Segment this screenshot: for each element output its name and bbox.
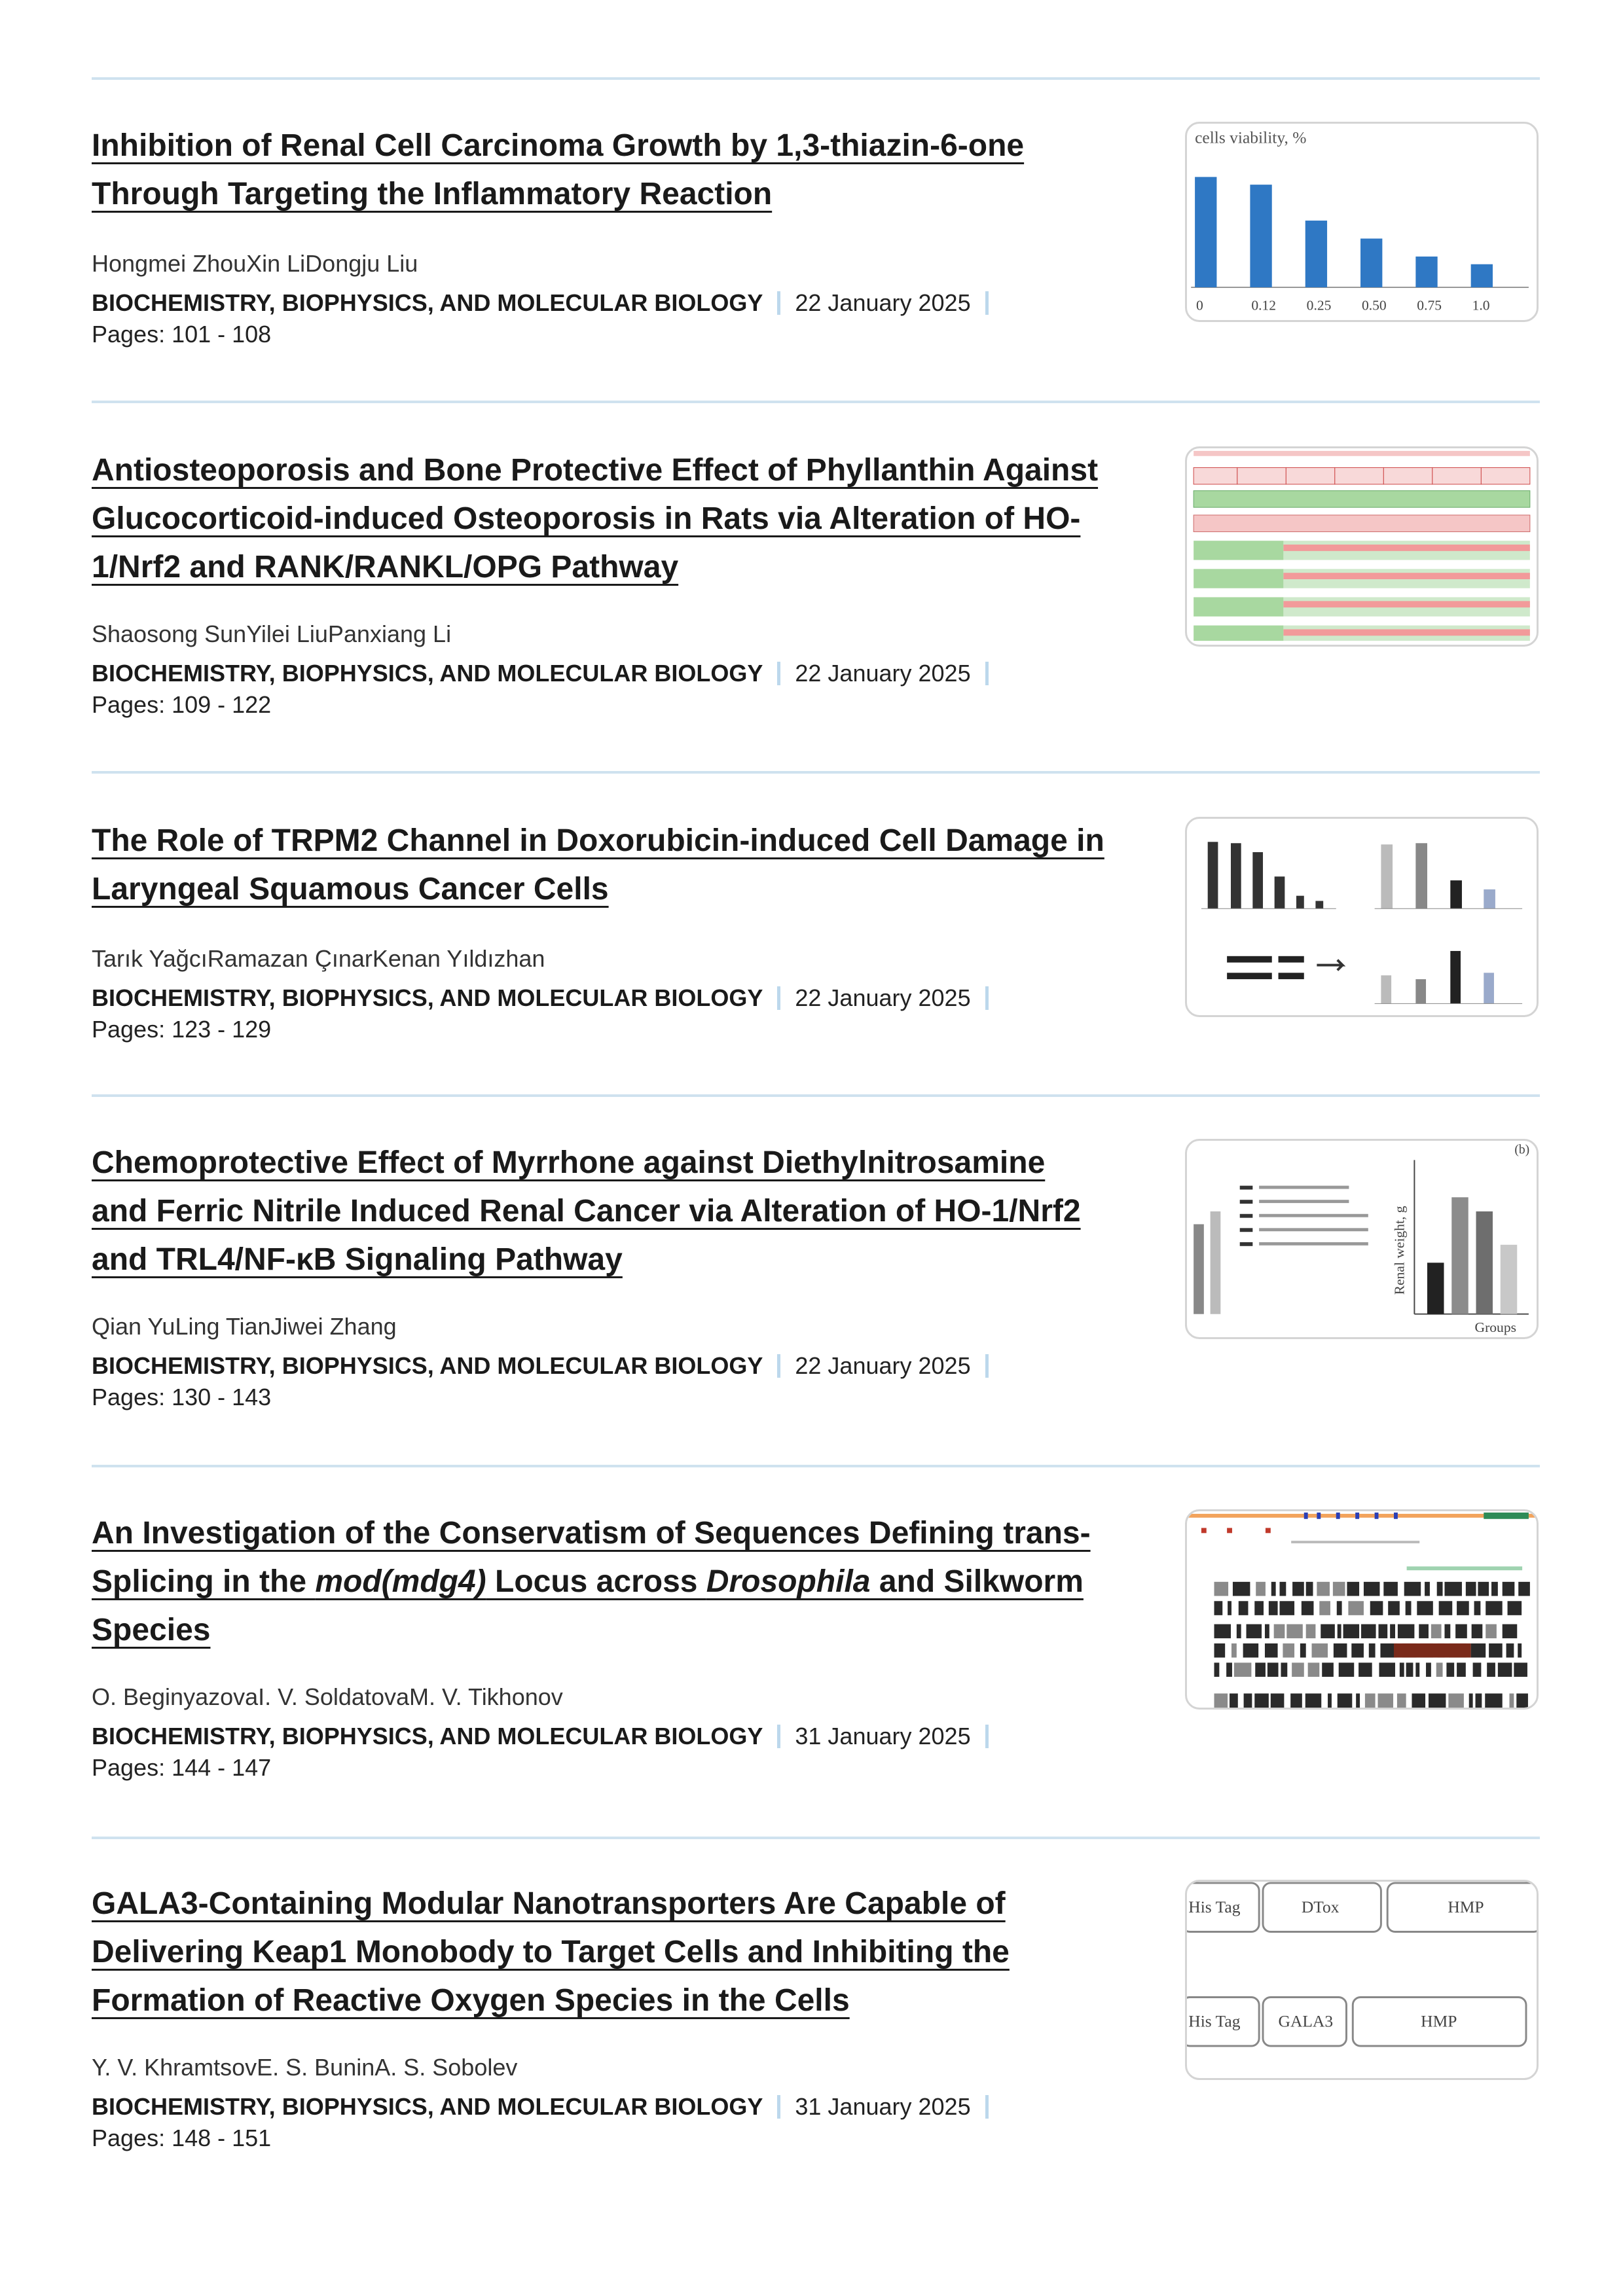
sequence-block bbox=[1436, 1662, 1443, 1677]
study-design-thumbnail[interactable] bbox=[1185, 446, 1539, 647]
sequence-block bbox=[1321, 1624, 1335, 1639]
sequence-block bbox=[1234, 1662, 1251, 1677]
sequence-block bbox=[1306, 1624, 1316, 1639]
article-subject[interactable]: BIOCHEMISTRY, BIOPHYSICS, AND MOLECULAR BIOLOGY bbox=[92, 289, 763, 316]
sequence-block bbox=[1508, 1601, 1522, 1615]
sequence-block bbox=[1498, 1662, 1512, 1677]
sequence-block bbox=[1365, 1693, 1376, 1708]
sequence-block bbox=[1271, 1693, 1285, 1708]
meta-separator bbox=[777, 662, 780, 685]
sequence-block bbox=[1230, 1693, 1238, 1708]
sequence-block bbox=[1486, 1601, 1502, 1615]
sequence-block bbox=[1267, 1662, 1279, 1677]
thumb-tick-label: 1.0 bbox=[1472, 297, 1490, 314]
sequence-block bbox=[1359, 1662, 1372, 1677]
article-title bbox=[92, 817, 1152, 914]
sequence-block bbox=[1214, 1693, 1228, 1708]
sequence-block bbox=[1226, 1662, 1232, 1677]
sequence-block bbox=[1503, 1624, 1518, 1639]
article-title bbox=[92, 1880, 1152, 2025]
divider bbox=[92, 1465, 1540, 1467]
article-meta bbox=[92, 1723, 1003, 1750]
sequence-block bbox=[1478, 1582, 1489, 1596]
sequence-block bbox=[1308, 1662, 1320, 1677]
meta-separator bbox=[985, 2095, 989, 2119]
article-title bbox=[92, 446, 1152, 592]
meta-separator bbox=[777, 1725, 780, 1748]
sequence-block bbox=[1312, 1643, 1328, 1658]
thumbnail-svg bbox=[1187, 448, 1537, 645]
thumb-bar bbox=[1305, 221, 1327, 287]
sequence-rows bbox=[1214, 1582, 1530, 1708]
sequence-block bbox=[1406, 1662, 1413, 1677]
sequence-block bbox=[1214, 1624, 1231, 1639]
article-date: 22 January 2025 bbox=[795, 1352, 971, 1379]
article-card bbox=[92, 446, 1540, 728]
sequence-block bbox=[1269, 1601, 1278, 1615]
sequence-block bbox=[1457, 1601, 1469, 1615]
sequence-block bbox=[1469, 1693, 1473, 1708]
sequence-block bbox=[1489, 1643, 1503, 1658]
sequence-block bbox=[1306, 1582, 1313, 1596]
article-title-link[interactable]: Inhibition of Renal Cell Carcinoma Growth by 1,3-thiazin-6-one Through Targeting the Inflammatory Reaction bbox=[92, 128, 1025, 211]
thumb-bars bbox=[1195, 177, 1493, 287]
meta-separator bbox=[985, 1354, 989, 1378]
meta-separator bbox=[985, 291, 989, 315]
article-subject[interactable]: BIOCHEMISTRY, BIOPHYSICS, AND MOLECULAR BIOLOGY bbox=[92, 660, 763, 687]
sequence-block bbox=[1214, 1582, 1229, 1596]
meta-separator bbox=[985, 1725, 989, 1748]
article-authors: Shaosong SunYilei LiuPanxiang Li bbox=[92, 620, 452, 647]
sequence-block bbox=[1328, 1693, 1332, 1708]
thumb-label: HMP bbox=[1421, 2011, 1457, 2031]
article-authors: O. BeginyazovaI. V. SoldatovaM. V. Tikhonov bbox=[92, 1683, 563, 1710]
thumb-xlabel: Groups bbox=[1474, 1319, 1517, 1336]
sequence-block bbox=[1426, 1662, 1431, 1677]
sequence-block bbox=[1474, 1601, 1481, 1615]
divider bbox=[92, 1837, 1540, 1839]
sequence-block bbox=[1425, 1582, 1430, 1596]
article-date: 31 January 2025 bbox=[795, 2093, 971, 2120]
sequence-block bbox=[1333, 1582, 1345, 1596]
sequence-block bbox=[1292, 1662, 1304, 1677]
sequence-block bbox=[1388, 1601, 1400, 1615]
sequence-block bbox=[1348, 1601, 1364, 1615]
sequence-block bbox=[1286, 1624, 1303, 1639]
sequence-block bbox=[1378, 1624, 1387, 1639]
article-pages: Pages: 109 - 122 bbox=[92, 691, 272, 718]
sequence-alignment-thumbnail[interactable] bbox=[1185, 1509, 1539, 1710]
sequence-block bbox=[1487, 1662, 1495, 1677]
thumb-tick-label: 0 bbox=[1196, 297, 1203, 314]
article-subject[interactable]: BIOCHEMISTRY, BIOPHYSICS, AND MOLECULAR BIOLOGY bbox=[92, 2093, 763, 2120]
sequence-block bbox=[1300, 1643, 1306, 1658]
sequence-block bbox=[1415, 1662, 1419, 1677]
article-pages: Pages: 101 - 108 bbox=[92, 321, 272, 348]
sequence-block bbox=[1518, 1582, 1530, 1596]
sequence-block bbox=[1243, 1643, 1259, 1658]
article-card bbox=[92, 817, 1540, 1052]
sequence-block bbox=[1455, 1624, 1467, 1639]
sequence-block bbox=[1448, 1693, 1464, 1708]
sequence-block bbox=[1214, 1662, 1220, 1677]
thumb-tick-label: 0.25 bbox=[1306, 297, 1332, 314]
article-title-link[interactable]: The Role of TRPM2 Channel in Doxorubicin-induced Cell Damage in Laryngeal Squamous Cancer Cells bbox=[92, 823, 1104, 906]
article-title-link[interactable]: Chemoprotective Effect of Myrrhone against Diethylnitrosamine and Ferric Nitrile Induced Renal Cancer via Alteration of HO-1/Nrf2 and TRL4/NF-κB Signaling Pathway bbox=[92, 1145, 1081, 1277]
meta-separator bbox=[777, 1354, 780, 1378]
meta-separator bbox=[985, 662, 989, 685]
sequence-block bbox=[1280, 1601, 1295, 1615]
article-title-link[interactable]: GALA3-Containing Modular Nanotransporters Are Capable of Delivering Keap1 Monobody to Target Cells and Inhibiting the Formation of Reactive Oxygen Species in the Cells bbox=[92, 1886, 1010, 2018]
sequence-block bbox=[1437, 1582, 1443, 1596]
sequence-block bbox=[1516, 1693, 1528, 1708]
sequence-block bbox=[1343, 1624, 1360, 1639]
sequence-block bbox=[1369, 1643, 1376, 1658]
article-meta bbox=[92, 2093, 1003, 2121]
sequence-block bbox=[1472, 1624, 1483, 1639]
sequence-block bbox=[1471, 1643, 1486, 1658]
article-subject[interactable]: BIOCHEMISTRY, BIOPHYSICS, AND MOLECULAR BIOLOGY bbox=[92, 1723, 763, 1749]
sequence-block bbox=[1486, 1624, 1497, 1639]
sequence-block bbox=[1518, 1643, 1522, 1658]
thumbnail-svg bbox=[1187, 1511, 1537, 1708]
article-date: 22 January 2025 bbox=[795, 289, 971, 316]
article-card bbox=[92, 1139, 1540, 1420]
sequence-block bbox=[1292, 1582, 1304, 1596]
sequence-block bbox=[1383, 1582, 1398, 1596]
sequence-block bbox=[1305, 1693, 1322, 1708]
thumb-bar bbox=[1360, 238, 1382, 287]
thumb-ylabel: Renal weight, g bbox=[1391, 1206, 1408, 1295]
sequence-block bbox=[1466, 1582, 1476, 1596]
sequence-block bbox=[1444, 1582, 1461, 1596]
sequence-block bbox=[1271, 1582, 1276, 1596]
sequence-block bbox=[1491, 1582, 1498, 1596]
article-date: 31 January 2025 bbox=[795, 1723, 971, 1749]
sequence-block bbox=[1347, 1582, 1359, 1596]
sequence-block bbox=[1322, 1662, 1334, 1677]
sequence-block bbox=[1417, 1601, 1433, 1615]
article-meta bbox=[92, 1352, 1003, 1380]
divider bbox=[92, 771, 1540, 774]
sequence-block bbox=[1233, 1582, 1250, 1596]
sequence-block bbox=[1338, 1693, 1353, 1708]
article-title-link[interactable]: An Investigation of the Conservatism of Sequences Defining trans- Splicing in the mod(mdg4) Locus across Drosophila and Silkworm Species bbox=[92, 1516, 1091, 1647]
sequence-block bbox=[1239, 1601, 1249, 1615]
sequence-block bbox=[1280, 1582, 1286, 1596]
sequence-block bbox=[1390, 1624, 1395, 1639]
divider bbox=[92, 77, 1540, 80]
sequence-block bbox=[1400, 1662, 1404, 1677]
sequence-block bbox=[1431, 1624, 1442, 1639]
sequence-block bbox=[1231, 1643, 1237, 1658]
article-title bbox=[92, 1509, 1152, 1655]
article-authors: Qian YuLing TianJiwei Zhang bbox=[92, 1313, 397, 1340]
sequence-block bbox=[1214, 1643, 1226, 1658]
article-meta bbox=[92, 984, 1003, 1012]
divider bbox=[92, 401, 1540, 403]
article-title-link[interactable]: Antiosteoporosis and Bone Protective Effect of Phyllanthin Against Glucocorticoid-induced Osteoporosis in Rats via Alteration of HO- 1/Nrf2 and RANK/RANKL/OPG Pathway bbox=[92, 453, 1099, 584]
sequence-block bbox=[1506, 1643, 1514, 1658]
meta-separator bbox=[777, 291, 780, 315]
sequence-block bbox=[1404, 1582, 1421, 1596]
thumbnail-svg bbox=[1187, 1882, 1537, 2078]
sequence-block bbox=[1283, 1643, 1294, 1658]
thumb-bar bbox=[1195, 177, 1216, 287]
sequence-block bbox=[1351, 1643, 1364, 1658]
sequence-block bbox=[1514, 1662, 1527, 1677]
sequence-block bbox=[1406, 1601, 1412, 1615]
sequence-block bbox=[1444, 1624, 1450, 1639]
sequence-block bbox=[1439, 1601, 1453, 1615]
thumb-label: His Tag bbox=[1188, 2011, 1241, 2031]
article-pages: Pages: 144 - 147 bbox=[92, 1754, 272, 1781]
meta-separator bbox=[777, 986, 780, 1010]
sequence-block bbox=[1378, 1693, 1394, 1708]
sequence-block bbox=[1356, 1693, 1360, 1708]
article-card bbox=[92, 1880, 1540, 2161]
thumb-bar bbox=[1471, 264, 1493, 287]
sequence-block bbox=[1317, 1582, 1330, 1596]
multi-panel-chart-thumbnail[interactable] bbox=[1185, 817, 1539, 1017]
sequence-block bbox=[1379, 1662, 1395, 1677]
article-pages: Pages: 130 - 143 bbox=[92, 1384, 272, 1410]
sequence-block bbox=[1397, 1693, 1406, 1708]
article-title bbox=[92, 1139, 1152, 1284]
sequence-block bbox=[1247, 1624, 1262, 1639]
sequence-highlight bbox=[1394, 1643, 1471, 1658]
renal-weight-chart-thumbnail[interactable] bbox=[1185, 1139, 1539, 1339]
sequence-block bbox=[1457, 1662, 1466, 1677]
article-meta bbox=[92, 660, 1003, 687]
sequence-block bbox=[1361, 1624, 1376, 1639]
article-pages: Pages: 148 - 151 bbox=[92, 2125, 272, 2151]
sequence-block bbox=[1473, 1662, 1482, 1677]
sequence-block bbox=[1256, 1582, 1266, 1596]
article-card bbox=[92, 1509, 1540, 1791]
article-card bbox=[92, 122, 1540, 357]
thumb-label: DTox bbox=[1301, 1897, 1340, 1917]
sequence-block bbox=[1254, 1693, 1269, 1708]
article-subject[interactable]: BIOCHEMISTRY, BIOPHYSICS, AND MOLECULAR BIOLOGY bbox=[92, 984, 763, 1011]
article-date: 22 January 2025 bbox=[795, 660, 971, 687]
sequence-block bbox=[1274, 1624, 1285, 1639]
sequence-block bbox=[1446, 1662, 1454, 1677]
article-authors: Hongmei ZhouXin LiDongju Liu bbox=[92, 250, 418, 277]
sequence-block bbox=[1339, 1662, 1355, 1677]
thumb-label: GALA3 bbox=[1278, 2011, 1334, 2031]
meta-separator bbox=[985, 986, 989, 1010]
article-title bbox=[92, 122, 1152, 219]
sequence-block bbox=[1290, 1693, 1302, 1708]
sequence-block bbox=[1265, 1643, 1278, 1658]
thumb-bar bbox=[1415, 257, 1437, 287]
sequence-block bbox=[1337, 1601, 1342, 1615]
article-authors: Tarık YağcıRamazan ÇınarKenan Yıldızhan bbox=[92, 945, 545, 972]
sequence-block bbox=[1302, 1601, 1314, 1615]
construct-diagram-thumbnail[interactable] bbox=[1185, 1880, 1539, 2080]
thumbnail-svg bbox=[1187, 124, 1537, 320]
sequence-block bbox=[1254, 1601, 1264, 1615]
sequence-block bbox=[1509, 1693, 1514, 1708]
sequence-block bbox=[1412, 1693, 1425, 1708]
sequence-block bbox=[1338, 1624, 1341, 1639]
article-meta bbox=[92, 289, 1003, 317]
sequence-block bbox=[1398, 1624, 1414, 1639]
sequence-block bbox=[1419, 1624, 1429, 1639]
thumb-label: His Tag bbox=[1188, 1897, 1241, 1917]
article-subject[interactable]: BIOCHEMISTRY, BIOPHYSICS, AND MOLECULAR BIOLOGY bbox=[92, 1352, 763, 1379]
thumb-tick-label: 0.50 bbox=[1362, 297, 1387, 314]
sequence-block bbox=[1255, 1662, 1266, 1677]
thumb-tick-label: 0.12 bbox=[1251, 297, 1277, 314]
sequence-block bbox=[1214, 1601, 1223, 1615]
sequence-block bbox=[1237, 1624, 1241, 1639]
thumbnail-svg bbox=[1187, 1141, 1537, 1337]
sequence-block bbox=[1281, 1662, 1287, 1677]
thumb-ylabel: cells viability, % bbox=[1195, 128, 1307, 147]
sequence-block bbox=[1364, 1582, 1380, 1596]
bar-chart-thumbnail[interactable] bbox=[1185, 122, 1539, 322]
thumb-bar bbox=[1250, 185, 1271, 287]
sequence-block bbox=[1485, 1693, 1502, 1708]
sequence-block bbox=[1265, 1624, 1269, 1639]
sequence-block bbox=[1319, 1601, 1330, 1615]
sequence-block bbox=[1244, 1693, 1252, 1708]
sequence-block bbox=[1429, 1693, 1446, 1708]
sequence-block bbox=[1503, 1582, 1515, 1596]
meta-separator bbox=[777, 2095, 780, 2119]
sequence-block bbox=[1228, 1601, 1231, 1615]
thumb-tick-label: 0.75 bbox=[1417, 297, 1442, 314]
sequence-block bbox=[1334, 1643, 1347, 1658]
thumbnail-svg bbox=[1187, 819, 1537, 1015]
sequence-block bbox=[1476, 1693, 1482, 1708]
sequence-block bbox=[1370, 1601, 1383, 1615]
article-authors: Y. V. KhramtsovE. S. BuninA. S. Sobolev bbox=[92, 2054, 518, 2081]
thumb-label: HMP bbox=[1448, 1897, 1484, 1917]
article-pages: Pages: 123 - 129 bbox=[92, 1016, 272, 1043]
thumb-ticks bbox=[1196, 297, 1490, 313]
thumb-panel-label: (b) bbox=[1514, 1143, 1530, 1157]
divider bbox=[92, 1094, 1540, 1097]
article-date: 22 January 2025 bbox=[795, 984, 971, 1011]
